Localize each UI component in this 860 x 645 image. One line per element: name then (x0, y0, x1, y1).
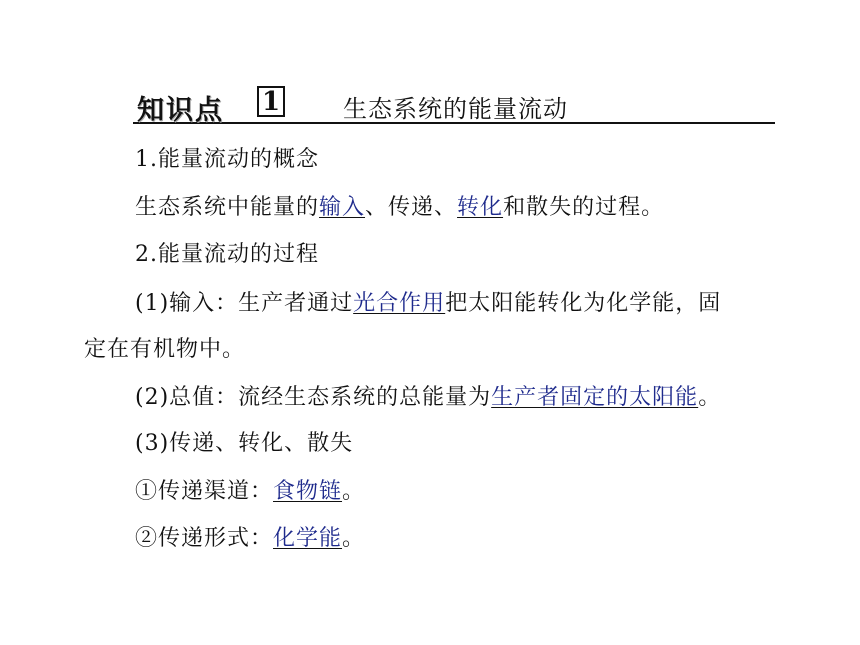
text: 。 (698, 385, 722, 410)
text: ②传递形式： (135, 526, 274, 551)
heading-2: 2.能量流动的过程 (135, 242, 319, 267)
text: 。 (342, 526, 366, 551)
text: (1)输入：生产者通过 (135, 291, 354, 316)
knowledge-point-label: 知识点 (137, 95, 224, 126)
text: 。 (342, 479, 366, 504)
heading-1: 1.能量流动的概念 (135, 147, 319, 172)
paragraph-line (135, 478, 365, 506)
text: (2)总值：流经生态系统的总能量为 (135, 385, 492, 410)
answer-blank: 生产者固定的太阳能 (491, 385, 699, 410)
answer-blank: 食物链 (273, 479, 343, 504)
paragraph-line (135, 194, 664, 222)
paragraph-line (135, 525, 365, 553)
text: ①传递渠道： (135, 479, 274, 504)
text: 和散失的过程。 (503, 195, 665, 220)
paragraph-line: 定在有机物中。 (84, 337, 246, 362)
paragraph-line (135, 384, 721, 412)
text: 、传递、 (365, 195, 458, 220)
answer-blank: 输入 (319, 195, 366, 220)
paragraph-line: (3)传递、转化、散失 (135, 431, 354, 456)
section-header (133, 86, 775, 124)
section-title: 生态系统的能量流动 (343, 95, 568, 123)
text: 生态系统中能量的 (135, 195, 320, 220)
answer-blank: 转化 (457, 195, 504, 220)
answer-blank: 化学能 (273, 526, 343, 551)
paragraph-line (135, 290, 721, 318)
knowledge-point-number: 1 (257, 86, 285, 117)
text: 把太阳能转化为化学能，固 (445, 291, 722, 316)
answer-blank: 光合作用 (353, 291, 446, 316)
